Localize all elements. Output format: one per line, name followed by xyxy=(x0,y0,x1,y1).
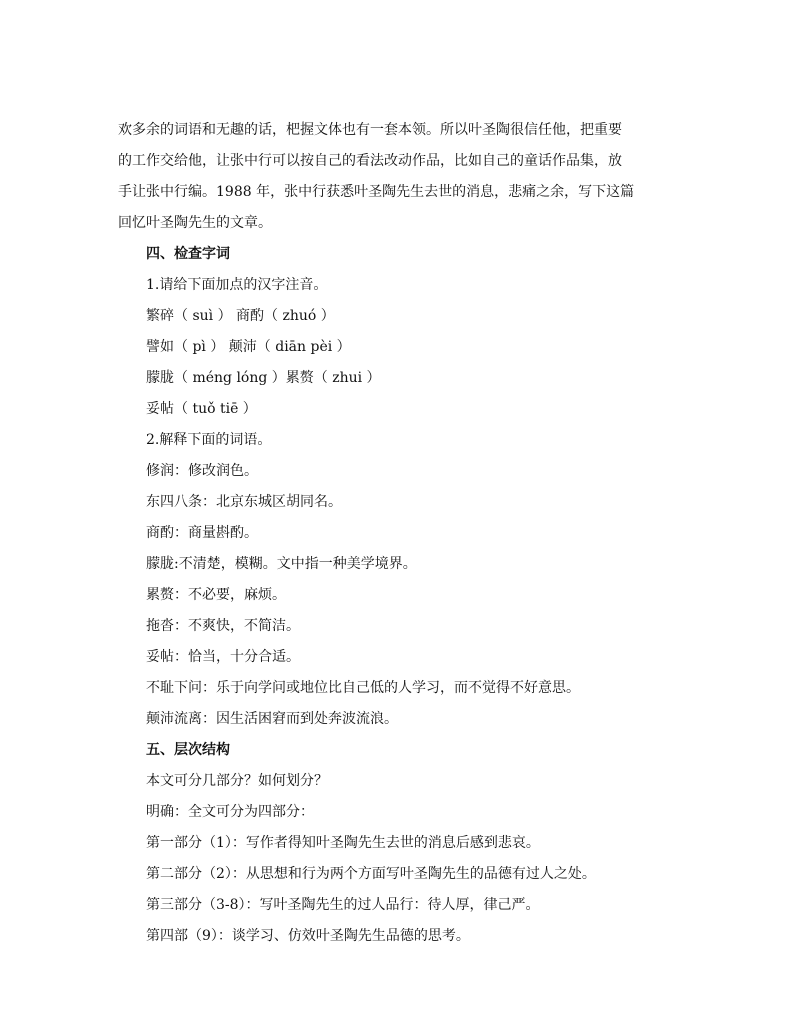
definition-6: 拖沓：不爽快，不简洁。 xyxy=(146,618,300,634)
pinyin-row-1: 繁碎（ suì ） 商酌（ zhuó ） xyxy=(146,308,335,324)
definition-4: 朦胧:不清楚，模糊。文中指一种美学境界。 xyxy=(146,556,417,572)
part-3: 第三部分（3-8）：写叶圣陶先生的过人品行：待人厚，律己严。 xyxy=(146,897,540,913)
definition-7: 妥帖：恰当，十分合适。 xyxy=(146,649,300,665)
intro-line-1: 欢多余的词语和无趣的话，杷握文体也有一套本领。所以叶圣陶很信任他，把重要 xyxy=(118,122,622,138)
q2-prompt: 2.解释下面的词语。 xyxy=(146,432,272,448)
definition-2: 东四八条：北京东城区胡同名。 xyxy=(146,494,342,510)
definition-3: 商酌：商量斟酌。 xyxy=(146,525,258,541)
part-2: 第二部分（2）：从思想和行为两个方面写叶圣陶先生的品德有过人之处。 xyxy=(146,866,596,882)
part-1: 第一部分（1）：写作者得知叶圣陶先生去世的消息后感到悲哀。 xyxy=(146,835,540,851)
intro-line-2: 的工作交给他，让张中行可以按自己的看法改动作品，比如自己的童话作品集，放 xyxy=(118,153,622,169)
q1-prompt: 1.请给下面加点的汉字注音。 xyxy=(146,277,328,293)
intro-line-4: 回忆叶圣陶先生的文章。 xyxy=(118,215,272,231)
structure-answer-intro: 明确：全文可分为四部分： xyxy=(146,804,314,820)
pinyin-row-4: 妥帖（ tuǒ tiē ） xyxy=(146,401,257,417)
part-4: 第四部（9）：谈学习、仿效叶圣陶先生品德的思考。 xyxy=(146,928,470,944)
pinyin-row-3: 朦胧（ méng lóng ）累赘（ zhui ） xyxy=(146,370,381,386)
intro-line-3: 手让张中行编。1988 年，张中行获悉叶圣陶先生去世的消息，悲痛之余，写下这篇 xyxy=(118,184,635,200)
structure-question: 本文可分几部分？如何划分？ xyxy=(146,773,328,789)
definition-9: 颠沛流离：因生活困窘而到处奔波流浪。 xyxy=(146,711,398,727)
definition-1: 修润：修改润色。 xyxy=(146,463,258,479)
definition-8: 不耻下问：乐于向学问或地位比自己低的人学习，而不觉得不好意思。 xyxy=(146,680,580,696)
definition-5: 累赘：不必要，麻烦。 xyxy=(146,587,286,603)
section5-heading: 五、层次结构 xyxy=(146,742,230,758)
pinyin-row-2: 譬如（ pì ） 颠沛（ diān pèi ） xyxy=(146,339,351,355)
section4-heading: 四、检查字词 xyxy=(146,246,230,262)
